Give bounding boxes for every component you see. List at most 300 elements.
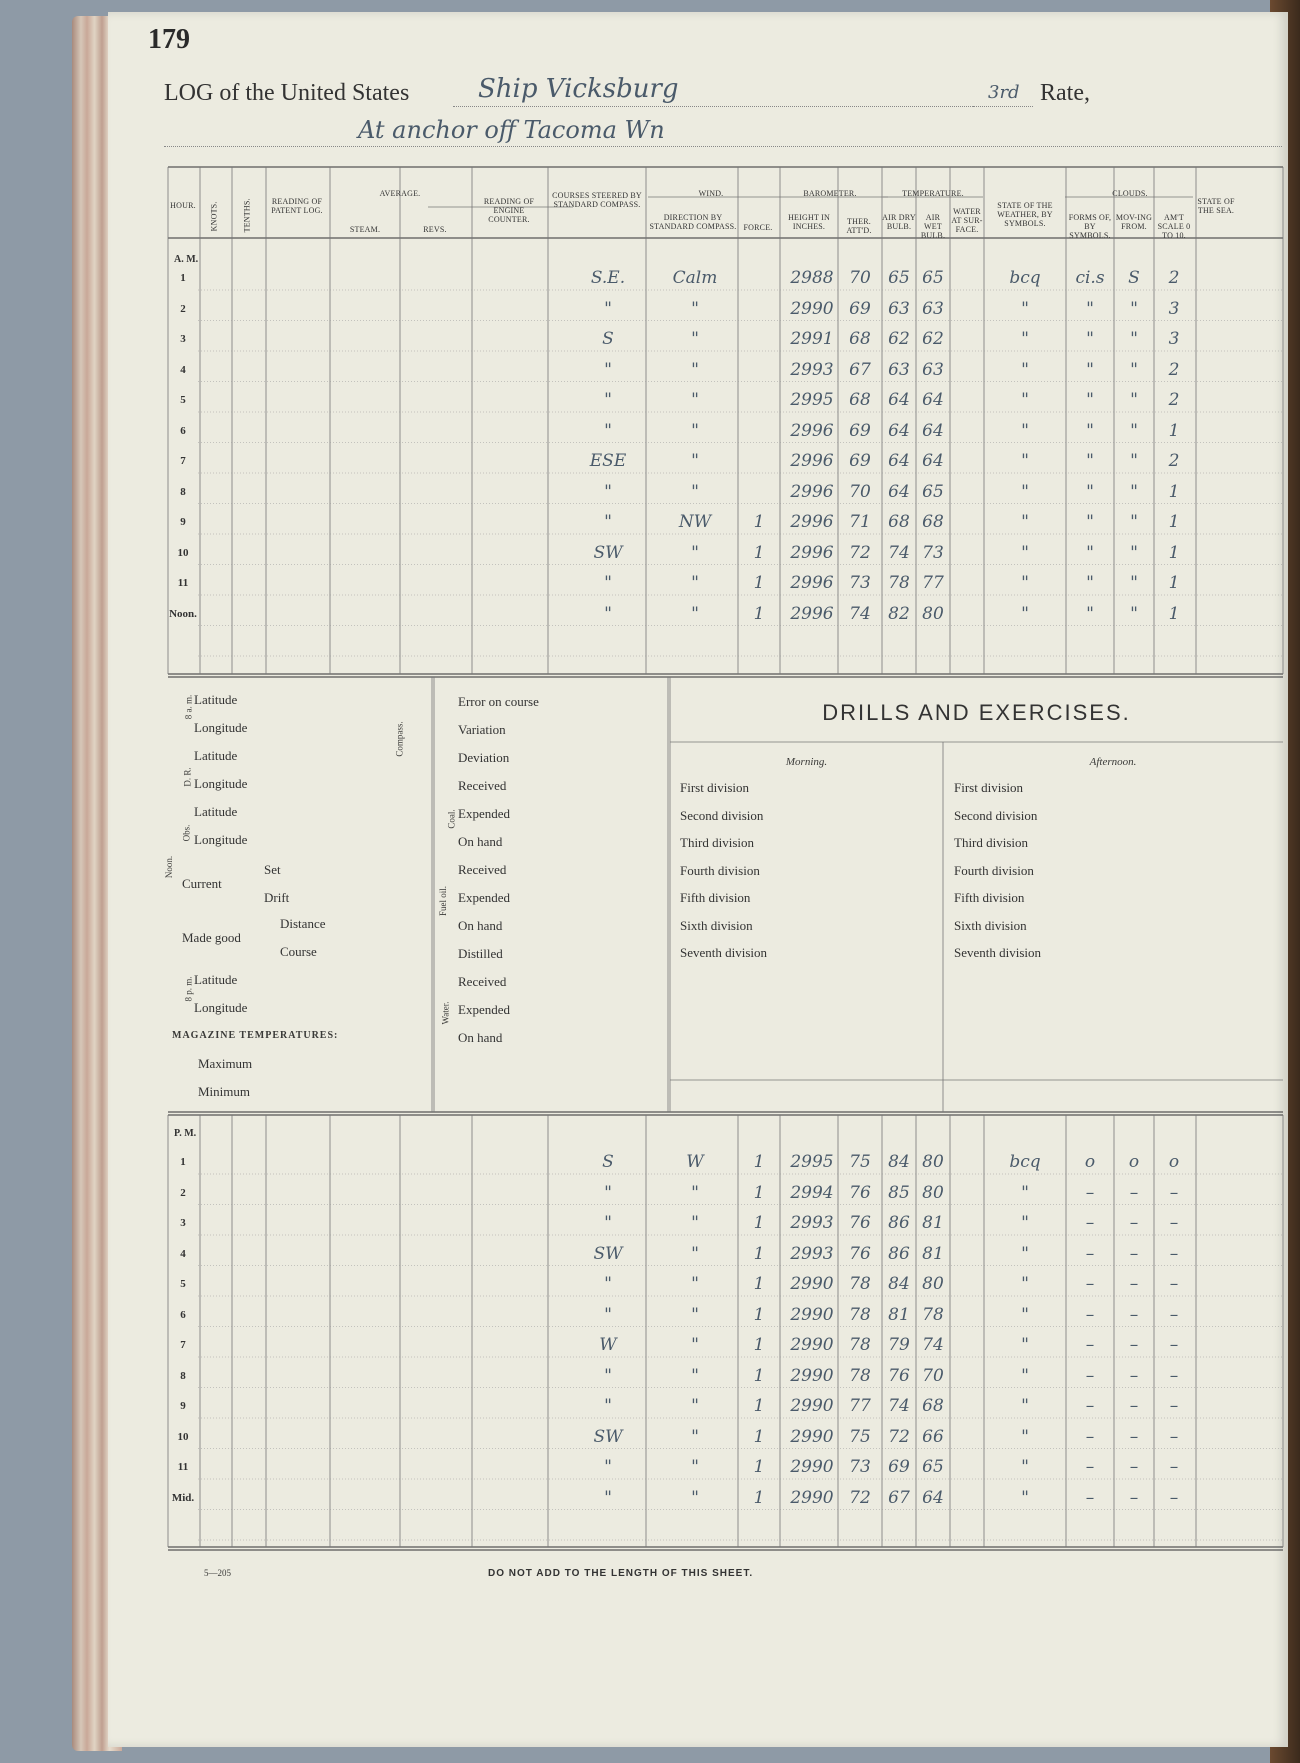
cell-height: 2996 (790, 420, 834, 441)
lat-dr: Latitude (194, 748, 238, 763)
form-number: 5—205 (204, 1568, 231, 1578)
row-hour: 9 (180, 516, 186, 528)
magazine-max: Maximum (198, 1056, 253, 1071)
cell-force: 1 (753, 603, 765, 624)
cell-forms: " (1086, 390, 1094, 410)
col-amount: AM'T SCALE 0 TO 10. (1157, 213, 1191, 240)
cell-amount: – (1169, 1304, 1179, 1325)
cell-ther: 72 (849, 542, 871, 563)
cell-dir: " (691, 1213, 699, 1233)
cell-wet: 63 (922, 298, 944, 319)
drills-morning: Morning. (785, 756, 828, 768)
title-prefix: LOG of the United States (164, 80, 410, 106)
cell-moving: " (1130, 451, 1138, 471)
col-force: FORCE. (743, 223, 773, 232)
label-compass: Compass. (394, 721, 405, 757)
cell-weather: " (1021, 1396, 1029, 1416)
row-hour: 2 (180, 302, 186, 315)
cell-force: 1 (753, 1304, 765, 1325)
cell-force: 1 (753, 573, 765, 593)
cell-ther: 75 (849, 1426, 871, 1447)
col-sea: STATE OF THE SEA. (1197, 197, 1235, 215)
cell-wet: 64 (922, 451, 944, 471)
cell-force (740, 299, 778, 319)
cell-height: 2993 (790, 359, 834, 380)
row-hour: Mid. (171, 1491, 195, 1504)
cell-forms: ci.s (1075, 268, 1105, 288)
cell-course: S (602, 1152, 614, 1172)
cell-amount: – (1169, 1487, 1179, 1508)
lon-dr: Longitude (194, 776, 248, 791)
coal-received: Received (458, 778, 507, 793)
cell-ther: 72 (849, 1487, 871, 1508)
water-expended: Expended (458, 1002, 510, 1017)
cell-wet: 68 (922, 1396, 944, 1416)
cell-forms: " (1086, 481, 1094, 502)
cell-height: 2990 (790, 1426, 834, 1447)
cell-dry: 64 (888, 481, 910, 502)
cell-dry: 64 (888, 451, 910, 471)
cell-forms: – (1085, 1213, 1095, 1233)
cell-dir: Calm (672, 268, 718, 288)
cell-dry: 67 (888, 1487, 910, 1508)
cell-force: 1 (753, 1152, 765, 1172)
cell-forms: – (1085, 1243, 1095, 1264)
lat-obs: Latitude (194, 804, 238, 819)
cell-moving: " (1130, 603, 1138, 624)
cell-dir: " (691, 451, 699, 471)
cell-weather: bcq (1009, 268, 1041, 288)
cell-moving: " (1130, 481, 1138, 502)
cell-weather: " (1021, 1457, 1029, 1477)
row-hour: 5 (180, 394, 186, 406)
cell-dry: 72 (888, 1426, 910, 1447)
cell-dir: " (691, 298, 699, 319)
magazine-min: Minimum (198, 1084, 251, 1099)
cell-amount: 1 (1168, 542, 1180, 563)
cell-moving: S (1128, 268, 1140, 288)
cell-moving: – (1129, 1335, 1139, 1355)
drill-morning-division: Third division (680, 835, 755, 850)
cell-dry: 64 (888, 390, 910, 410)
cell-moving: " (1130, 573, 1138, 593)
col-weather: STATE OF THE WEATHER, BY SYMBOLS. (997, 201, 1053, 228)
cell-forms: " (1086, 573, 1094, 593)
cell-ther: 69 (849, 298, 871, 319)
cell-moving: " (1130, 359, 1138, 380)
cell-moving: " (1130, 512, 1138, 532)
cell-course: ESE (589, 451, 627, 471)
cell-amount: 2 (1168, 359, 1180, 380)
cell-wet: 63 (922, 359, 944, 380)
cell-ther: 71 (849, 512, 871, 532)
col-engine-counter: READING OF ENGINE COUNTER. (483, 197, 535, 224)
cell-weather: " (1021, 512, 1029, 532)
cell-weather: " (1021, 1182, 1029, 1203)
drill-morning-division: Sixth division (680, 917, 753, 933)
cell-course: " (604, 1213, 612, 1233)
cell-moving: o (1128, 1152, 1140, 1172)
cell-dir: " (691, 359, 699, 380)
row-hour: 6 (180, 1308, 186, 1321)
row-hour: 6 (180, 424, 186, 437)
cell-wet: 62 (922, 329, 944, 349)
cell-forms: – (1085, 1426, 1095, 1447)
cell-wet: 68 (922, 512, 944, 532)
cell-forms: " (1086, 542, 1094, 563)
cell-height: 2990 (790, 298, 834, 319)
cell-course: " (604, 359, 612, 380)
cell-course: " (604, 1182, 612, 1203)
drill-morning-division: Fifth division (680, 890, 751, 905)
cell-amount: – (1169, 1335, 1179, 1355)
cell-weather: " (1021, 542, 1029, 563)
cell-moving: – (1129, 1457, 1139, 1477)
cell-course: SW (593, 542, 623, 563)
cell-wet: 64 (922, 1487, 944, 1508)
cell-wet: 81 (922, 1213, 944, 1233)
cell-ther: 78 (849, 1304, 871, 1325)
cell-force (740, 390, 778, 410)
made-good-label: Made good (182, 930, 241, 945)
cell-height: 2990 (790, 1335, 834, 1355)
cell-course: " (604, 1487, 612, 1508)
col-wind: WIND. (698, 189, 724, 198)
label-water: Water. (440, 1001, 451, 1025)
label-coal: Coal. (446, 809, 457, 829)
cell-dir: " (691, 1457, 699, 1477)
cell-ther: 78 (849, 1335, 871, 1355)
row-hour: 10 (177, 546, 189, 559)
row-hour: 11 (177, 577, 189, 589)
row-hour: 3 (180, 1217, 186, 1229)
cell-force (740, 329, 778, 349)
cell-height: 2993 (790, 1213, 834, 1233)
row-hour: 11 (177, 1461, 189, 1473)
cell-dry: 68 (888, 512, 910, 532)
cell-amount: 1 (1168, 512, 1180, 532)
cell-weather: " (1021, 1243, 1029, 1264)
cell-moving: " (1130, 298, 1138, 319)
cell-dry: 85 (888, 1182, 910, 1203)
col-forms: FORMS OF, BY SYMBOLS. (1068, 213, 1112, 240)
cell-ther: 77 (849, 1396, 871, 1416)
cell-moving: " (1130, 390, 1138, 410)
cell-force: 1 (753, 1457, 765, 1477)
cell-ther: 73 (849, 573, 871, 593)
col-direction: DIRECTION BY STANDARD COMPASS. (649, 213, 737, 231)
cell-weather: bcq (1009, 1152, 1041, 1172)
cell-wet: 64 (922, 420, 944, 441)
col-moving: MOV-ING FROM. (1115, 213, 1153, 231)
location: At anchor off Tacoma Wn (358, 116, 665, 144)
rate-label: Rate, (1040, 80, 1090, 106)
lon-8pm: Longitude (194, 1000, 248, 1015)
cell-course: S.E. (590, 268, 626, 288)
cell-dry: 84 (888, 1274, 910, 1294)
cell-amount: 1 (1168, 603, 1180, 624)
col-courses: COURSES STEERED BY STANDARD COMPASS. (552, 191, 642, 209)
compass-variation: Variation (458, 722, 506, 737)
drill-afternoon-division: Seventh division (954, 945, 1042, 960)
row-hour: 8 (180, 485, 186, 498)
cell-course: " (604, 512, 612, 532)
cell-wet: 64 (922, 390, 944, 410)
cell-dry: 74 (888, 542, 910, 563)
cell-height: 2995 (790, 390, 834, 410)
row-hour: 4 (180, 1247, 186, 1260)
cell-wet: 74 (922, 1335, 944, 1355)
drill-morning-division: Second division (680, 807, 764, 823)
cell-force (740, 421, 778, 441)
drill-afternoon-division: Third division (954, 835, 1029, 850)
drill-afternoon-division: Fourth division (954, 862, 1034, 878)
cell-ther: 67 (849, 359, 871, 380)
label-noon: Noon. (164, 855, 175, 879)
cell-forms: – (1085, 1396, 1095, 1416)
cell-dry: 63 (888, 298, 910, 319)
cell-height: 2990 (790, 1274, 834, 1294)
cell-weather: " (1021, 1335, 1029, 1355)
row-hour: 10 (177, 1430, 189, 1443)
cell-ther: 76 (849, 1213, 871, 1233)
cell-ther: 75 (849, 1152, 871, 1172)
cell-dir: " (691, 1304, 699, 1325)
lat-8pm: Latitude (194, 972, 238, 987)
col-ther: THER. ATT'D. (846, 217, 872, 235)
cell-weather: " (1021, 573, 1029, 593)
cell-wet: 70 (922, 1365, 944, 1386)
current-set: Set (264, 862, 281, 877)
col-clouds: CLOUDS. (1112, 189, 1148, 198)
cell-wet: 66 (922, 1426, 944, 1447)
cell-wet: 80 (922, 1274, 944, 1294)
current-label: Current (182, 876, 222, 891)
cell-force: 1 (753, 1426, 765, 1447)
cell-dry: 64 (888, 420, 910, 441)
cell-force: 1 (753, 1274, 765, 1294)
col-revs: REVS. (423, 225, 447, 234)
cell-forms: " (1086, 329, 1094, 349)
cell-ther: 76 (849, 1182, 871, 1203)
cell-forms: – (1085, 1365, 1095, 1386)
cell-amount: – (1169, 1396, 1179, 1416)
cell-height: 2990 (790, 1487, 834, 1508)
cell-dry: 86 (888, 1243, 910, 1264)
label-8pm: 8 p. m. (183, 976, 194, 1002)
row-hour: 9 (180, 1400, 186, 1412)
cell-height: 2993 (790, 1243, 834, 1264)
cell-forms: – (1085, 1335, 1095, 1355)
pm-label: P. M. (174, 1128, 197, 1139)
cell-moving: – (1129, 1365, 1139, 1386)
label-8am: 8 a. m. (183, 694, 194, 720)
ship-rate: 3rd (988, 82, 1020, 103)
cell-force (740, 360, 778, 380)
cell-amount: – (1169, 1457, 1179, 1477)
cell-moving: " (1130, 542, 1138, 563)
row-hour: Noon. (169, 607, 197, 620)
cell-amount: 2 (1168, 390, 1180, 410)
cell-weather: " (1021, 329, 1029, 349)
cell-forms: – (1085, 1487, 1095, 1508)
cell-amount: 3 (1168, 298, 1180, 319)
label-dr: D. R. (182, 767, 193, 787)
cell-dir: " (691, 329, 699, 349)
cell-dir: " (691, 542, 699, 563)
cell-ther: 78 (849, 1365, 871, 1386)
cell-moving: – (1129, 1182, 1139, 1203)
cell-wet: 73 (922, 542, 944, 563)
cell-force (740, 482, 778, 502)
lon-8am: Longitude (194, 720, 248, 735)
cell-amount: – (1169, 1182, 1179, 1203)
col-air-wet: AIR WET BULB. (920, 213, 946, 240)
compass-deviation: Deviation (458, 750, 510, 765)
cell-course: " (604, 1304, 612, 1325)
coal-on-hand: On hand (458, 834, 503, 849)
cell-force: 1 (753, 1182, 765, 1203)
current-drift: Drift (264, 890, 290, 905)
cell-force: 1 (753, 1243, 765, 1264)
cell-ther: 69 (849, 420, 871, 441)
cell-force: 1 (753, 1487, 765, 1508)
cell-height: 2996 (790, 481, 834, 502)
row-hour: 5 (180, 1278, 186, 1290)
cell-moving: – (1129, 1213, 1139, 1233)
cell-weather: " (1021, 298, 1029, 319)
cell-ther: 70 (849, 268, 871, 288)
row-hour: 3 (180, 333, 186, 345)
footer-note: DO NOT ADD TO THE LENGTH OF THIS SHEET. (488, 1568, 754, 1579)
cell-height: 2996 (790, 573, 834, 593)
cell-moving: " (1130, 420, 1138, 441)
col-hour: HOUR. (170, 201, 196, 210)
am-label: A. M. (174, 254, 199, 265)
cell-course: " (604, 1365, 612, 1386)
cell-ther: 74 (849, 603, 871, 624)
cell-height: 2990 (790, 1365, 834, 1386)
made-good-distance: Distance (280, 916, 326, 931)
cell-weather: " (1021, 1274, 1029, 1294)
lat-8am: Latitude (194, 692, 238, 707)
row-hour: 8 (180, 1369, 186, 1382)
cell-force: 1 (753, 512, 765, 532)
cell-height: 2995 (790, 1152, 834, 1172)
cell-dry: 78 (888, 573, 910, 593)
cell-weather: " (1021, 359, 1029, 380)
coal-expended: Expended (458, 806, 510, 821)
drill-morning-division: Seventh division (680, 945, 768, 960)
cell-height: 2988 (790, 268, 834, 288)
cell-dir: " (691, 481, 699, 502)
cell-course: W (599, 1335, 617, 1355)
cell-height: 2990 (790, 1396, 834, 1416)
cell-amount: – (1169, 1274, 1179, 1294)
cell-dir: W (686, 1152, 704, 1172)
cell-dry: 63 (888, 359, 910, 380)
cell-ther: 68 (849, 390, 871, 410)
cell-wet: 65 (922, 268, 944, 288)
drills-afternoon: Afternoon. (1089, 756, 1137, 768)
row-hour: 1 (180, 1156, 186, 1168)
cell-force (740, 268, 778, 288)
cell-dry: 69 (888, 1457, 910, 1477)
cell-dir: NW (678, 512, 712, 532)
cell-ther: 70 (849, 481, 871, 502)
cell-forms: " (1086, 512, 1094, 532)
label-fuel-oil: Fuel oil. (438, 885, 449, 917)
cell-weather: " (1021, 1487, 1029, 1508)
cell-course: " (604, 481, 612, 502)
cell-dry: 84 (888, 1152, 910, 1172)
cell-weather: " (1021, 451, 1029, 471)
cell-dry: 74 (888, 1396, 910, 1416)
cell-force (740, 451, 778, 471)
cell-dry: 86 (888, 1213, 910, 1233)
cell-weather: " (1021, 390, 1029, 410)
water-distilled: Distilled (458, 946, 503, 961)
cell-ther: 76 (849, 1243, 871, 1264)
cell-course: " (604, 390, 612, 410)
drill-morning-division: Fourth division (680, 862, 760, 878)
cell-height: 2996 (790, 603, 834, 624)
cell-ther: 68 (849, 329, 871, 349)
cell-height: 2991 (790, 329, 834, 349)
col-patent-log: READING OF PATENT LOG. (271, 197, 323, 215)
col-average: AVERAGE. (379, 189, 421, 198)
cell-height: 2990 (790, 1304, 834, 1325)
cell-amount: o (1168, 1152, 1180, 1172)
cell-amount: – (1169, 1243, 1179, 1264)
label-obs: Obs. (181, 824, 192, 842)
cell-force: 1 (753, 1396, 765, 1416)
row-hour: 7 (180, 1339, 186, 1351)
cell-wet: 80 (922, 1152, 944, 1172)
cell-moving: – (1129, 1243, 1139, 1264)
cell-dir: " (691, 1182, 699, 1203)
cell-amount: 2 (1168, 268, 1180, 288)
drill-morning-division: First division (680, 780, 749, 795)
oil-expended: Expended (458, 890, 510, 905)
cell-dry: 79 (888, 1335, 910, 1355)
drill-afternoon-division: Sixth division (954, 917, 1027, 933)
cell-course: " (604, 1396, 612, 1416)
cell-course: SW (593, 1243, 623, 1264)
cell-amount: – (1169, 1426, 1179, 1447)
drill-afternoon-division: Second division (954, 807, 1038, 823)
cell-dir: " (691, 573, 699, 593)
cell-forms: " (1086, 359, 1094, 380)
oil-on-hand: On hand (458, 918, 503, 933)
cell-height: 2996 (790, 512, 834, 532)
cell-weather: " (1021, 420, 1029, 441)
cell-amount: 1 (1168, 481, 1180, 502)
cell-weather: " (1021, 1213, 1029, 1233)
cell-weather: " (1021, 1365, 1029, 1386)
col-barometer: BAROMETER. (803, 189, 857, 198)
cell-moving: – (1129, 1274, 1139, 1294)
cell-height: 2996 (790, 451, 834, 471)
cell-amount: 2 (1168, 451, 1180, 471)
cell-forms: o (1084, 1152, 1096, 1172)
cell-dir: " (691, 420, 699, 441)
cell-dry: 62 (888, 329, 910, 349)
cell-moving: " (1130, 329, 1138, 349)
cell-amount: 1 (1168, 573, 1180, 593)
col-tenths: TENTHS. (242, 198, 252, 233)
cell-dir: " (691, 1243, 699, 1264)
